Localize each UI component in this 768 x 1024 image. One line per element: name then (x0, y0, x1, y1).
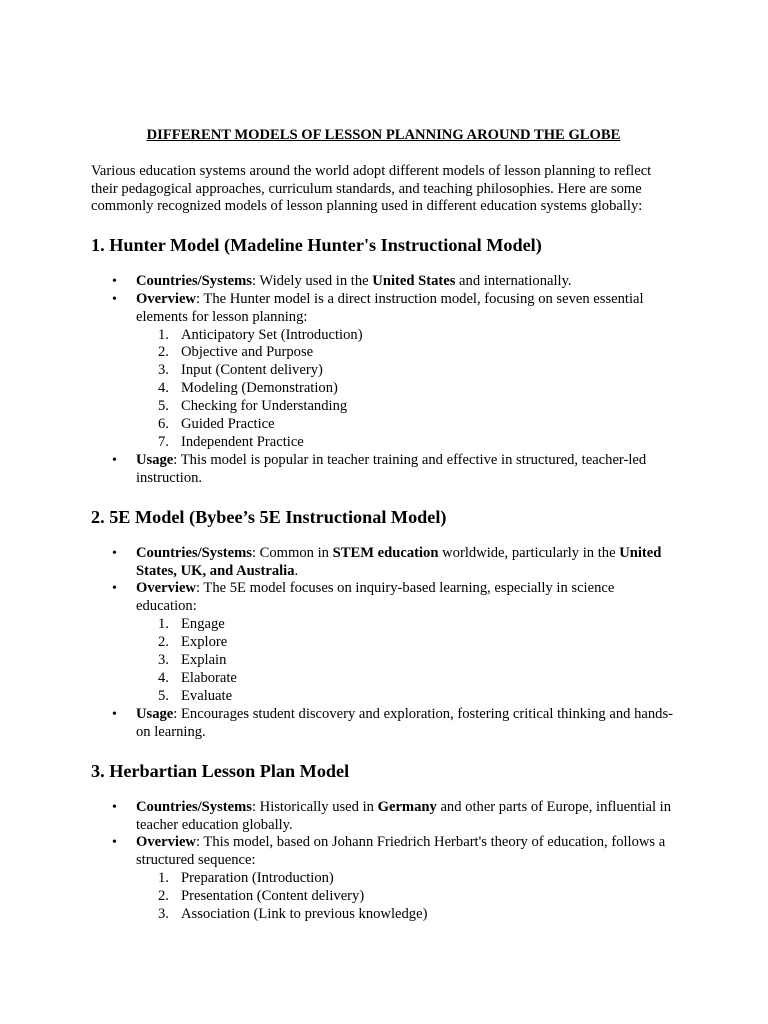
step-item (136, 327, 676, 345)
bullet-marker: • (112, 273, 117, 289)
step-number: 2. (158, 888, 169, 905)
step-text: Engage (181, 616, 225, 633)
countries-text: : Historically used in (251, 798, 378, 815)
overview-label: Overview (136, 580, 196, 597)
overview-text: : The 5E model focuses on inquiry-based learning, especially in science education: (136, 580, 615, 615)
step-text: Explain (181, 652, 227, 669)
countries-highlight: United States (372, 272, 456, 289)
step-text: Independent Practice (181, 433, 304, 450)
step-item (136, 416, 676, 434)
step-number: 5. (158, 398, 169, 415)
herbartian-steps-list (136, 870, 676, 924)
countries-highlight: STEM education (332, 544, 439, 561)
step-item (136, 344, 676, 362)
step-item (136, 616, 676, 634)
countries-highlight: United States, UK, and Australia (136, 544, 662, 579)
list-item (91, 291, 676, 452)
step-text: Objective and Purpose (181, 344, 314, 361)
5e-bullet-list (91, 545, 676, 742)
step-text: Explore (181, 634, 228, 651)
overview-label: Overview (136, 290, 196, 307)
step-number: 4. (158, 670, 169, 686)
step-number: 2. (158, 634, 169, 651)
list-item (91, 580, 676, 705)
usage-label: Usage (136, 451, 174, 468)
step-text: Guided Practice (181, 416, 275, 433)
list-item (91, 273, 676, 291)
step-item (136, 652, 676, 670)
step-item (136, 398, 676, 416)
step-item (136, 434, 676, 452)
overview-text: : The Hunter model is a direct instruction model, focusing on seven essential elements for lesson planning: (136, 290, 644, 325)
countries-text: : Common in (251, 544, 333, 561)
5e-steps-list (136, 616, 676, 706)
step-number: 3. (158, 652, 169, 669)
step-number: 2. (158, 344, 169, 361)
step-item (136, 870, 676, 888)
usage-label: Usage (136, 705, 174, 722)
step-number: 4. (158, 380, 169, 397)
bullet-marker: • (112, 706, 117, 722)
step-item (136, 670, 676, 688)
step-number: 1. (158, 870, 169, 887)
step-item (136, 362, 676, 380)
section-heading-herbartian: 3. Herbartian Lesson Plan Model (91, 760, 350, 781)
step-text: Checking for Understanding (181, 398, 348, 415)
step-text: Association (Link to previous knowledge) (181, 906, 428, 923)
countries-label: Countries/Systems (136, 544, 252, 561)
countries-text: . (294, 562, 299, 579)
countries-text: worldwide, particularly in the (438, 544, 620, 561)
hunter-bullet-list (91, 273, 676, 488)
step-number: 6. (158, 416, 169, 433)
bullet-marker: • (112, 452, 117, 468)
step-number: 5. (158, 687, 169, 704)
list-item (91, 834, 676, 924)
step-text: Presentation (Content delivery) (181, 888, 365, 905)
usage-text: : This model is popular in teacher training and effective in structured, teacher-led instruction. (136, 451, 647, 486)
countries-highlight: Germany (377, 798, 437, 815)
bullet-marker: • (112, 835, 117, 851)
list-item (91, 545, 676, 581)
step-number: 3. (158, 362, 169, 379)
step-text: Input (Content delivery) (181, 362, 323, 379)
hunter-steps-list (136, 327, 676, 452)
step-item (136, 688, 676, 706)
countries-text: and other parts of Europe, influential in teacher education globally. (136, 798, 672, 833)
step-item (136, 634, 676, 652)
step-text: Elaborate (181, 670, 237, 686)
countries-text: : Widely used in the (251, 272, 373, 289)
overview-label: Overview (136, 834, 196, 851)
usage-text: : Encourages student discovery and exploration, fostering critical thinking and hands-on learning. (136, 705, 673, 740)
step-number: 1. (158, 616, 169, 633)
step-text: Preparation (Introduction) (181, 870, 334, 887)
step-number: 3. (158, 906, 169, 923)
step-item (136, 380, 676, 398)
step-text: Modeling (Demonstration) (181, 380, 338, 397)
bullet-marker: • (112, 799, 117, 815)
countries-label: Countries/Systems (136, 798, 252, 815)
section-heading-5e: 2. 5E Model (Bybee’s 5E Instructional Model) (91, 506, 447, 527)
step-item (136, 906, 676, 924)
overview-text: : This model, based on Johann Friedrich Herbart's theory of education, follows a structured sequence: (136, 834, 666, 869)
bullet-marker: • (112, 581, 117, 597)
step-item (136, 888, 676, 906)
bullet-marker: • (112, 291, 117, 307)
step-number: 7. (158, 433, 169, 450)
section-heading-hunter: 1. Hunter Model (Madeline Hunter's Instructional Model) (91, 234, 542, 255)
list-item (91, 452, 676, 488)
bullet-marker: • (112, 545, 117, 561)
countries-label: Countries/Systems (136, 272, 252, 289)
intro-paragraph: Various education systems around the world adopt different models of lesson planning to reflect their pedagogical approaches, curriculum standards, and teaching philosophies. Here are some commonly recognized models of lesson planning used in different education systems globally: (91, 163, 652, 215)
step-text: Anticipatory Set (Introduction) (181, 326, 363, 343)
document-title: DIFFERENT MODELS OF LESSON PLANNING AROUND THE GLOBE (146, 127, 621, 143)
step-text: Evaluate (181, 687, 233, 704)
herbartian-bullet-list (91, 799, 676, 924)
countries-text: and internationally. (455, 272, 572, 289)
list-item (91, 706, 676, 742)
step-number: 1. (158, 326, 169, 343)
list-item (91, 799, 676, 835)
